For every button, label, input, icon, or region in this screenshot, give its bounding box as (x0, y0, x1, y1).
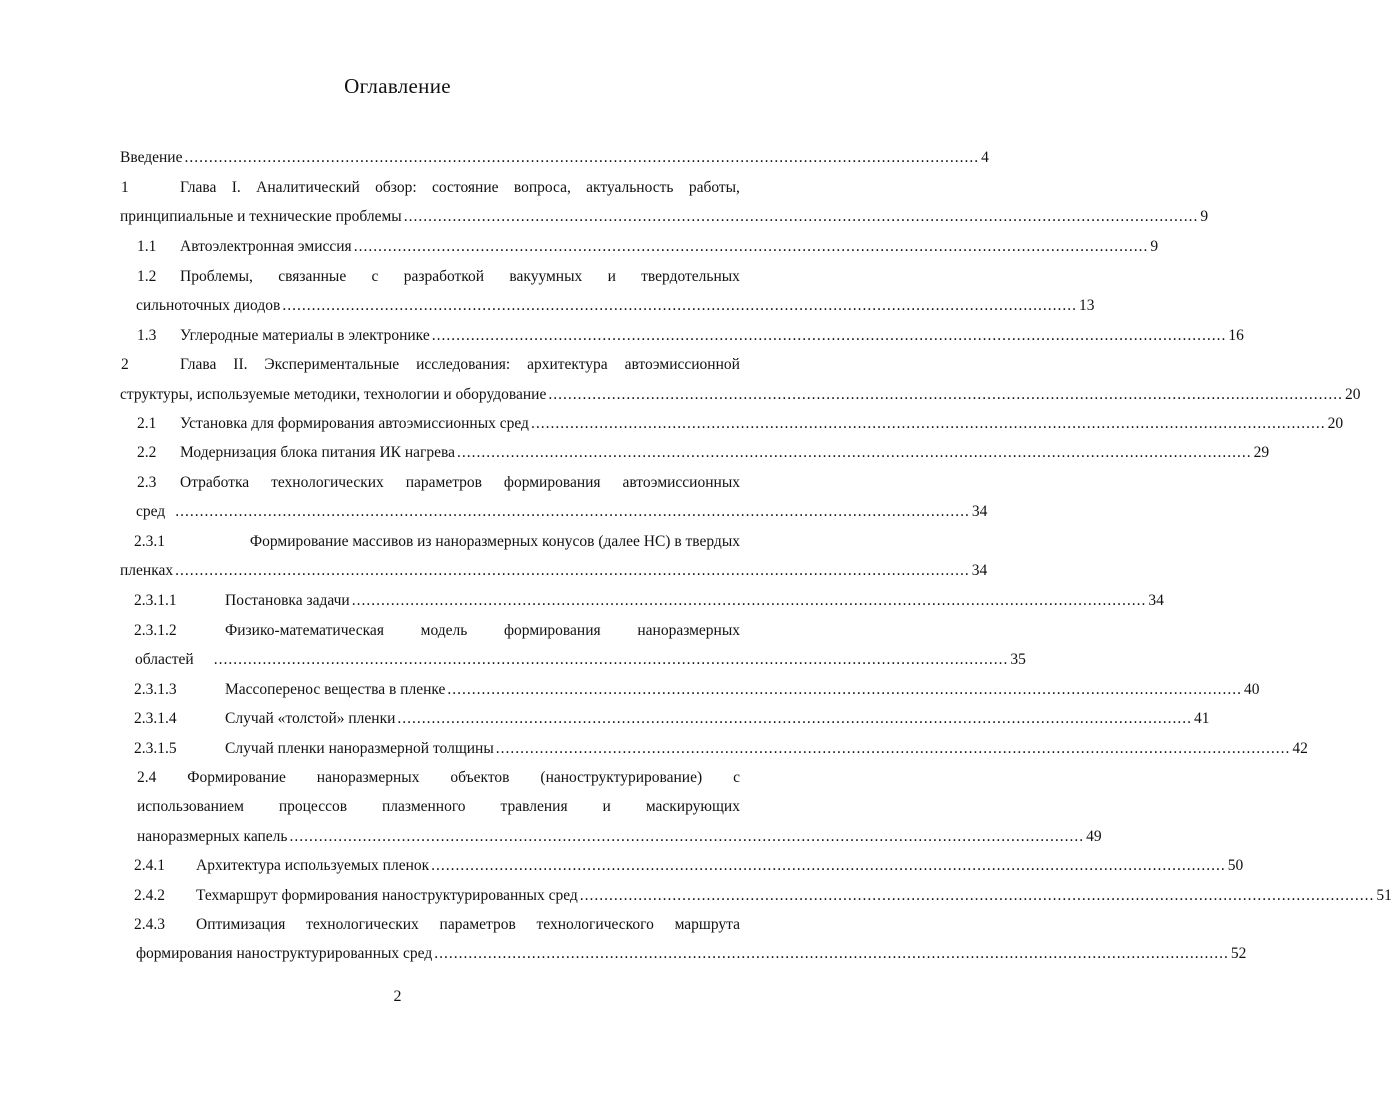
toc-entry-2-1[interactable] (180, 414, 1344, 434)
toc-entry-2-4[interactable] (137, 768, 740, 788)
toc-entry-text: сильноточных диодов (136, 297, 281, 314)
word: объектов (450, 769, 510, 786)
word: маскирующих (645, 798, 740, 815)
word: II. (233, 356, 248, 373)
toc-entry-intro[interactable] (120, 148, 989, 168)
toc-entry-2-3-cont[interactable] (136, 502, 988, 522)
toc-entry-text: формирования наноструктурированных сред (136, 945, 433, 962)
toc-number: 2.1 (137, 415, 157, 432)
toc-page-number: 51 (1376, 887, 1392, 904)
word: использованием (137, 798, 244, 815)
toc-page-number: 49 (1086, 828, 1102, 845)
toc-entry-2-3-1-2-cont[interactable] (135, 650, 1026, 670)
toc-entry-text: Углеродные материалы в электронике (180, 327, 430, 344)
toc-entry-text: Архитектура используемых пленок (196, 857, 430, 874)
word: состояние (431, 179, 499, 196)
word: с (371, 268, 379, 285)
word: автоэмиссионных (622, 474, 740, 491)
word: обзор: (375, 179, 417, 196)
toc-entry-2-3-1-4[interactable] (225, 709, 1210, 729)
toc-entry-chapter-2[interactable] (180, 355, 740, 375)
toc-number: 1 (121, 179, 129, 196)
dot-leader: ................................................................................................................................................................... (175, 503, 970, 520)
word: твердотельных (641, 268, 740, 285)
toc-entry-text: сред (136, 503, 166, 520)
toc-page-number: 50 (1227, 857, 1244, 874)
dot-leader: ................................................................................................................................................................... (457, 444, 1252, 461)
toc-page-number: 9 (1150, 238, 1159, 255)
toc-page-number: 42 (1292, 740, 1308, 757)
toc-entry-chapter-1-cont[interactable] (120, 207, 1209, 227)
toc-number: 2.4.3 (134, 916, 165, 933)
toc-number: 2.3.1.5 (134, 740, 177, 757)
word: формирования (503, 474, 601, 491)
toc-entry-chapter-1[interactable] (180, 178, 740, 198)
toc-number: 1.3 (137, 327, 157, 344)
toc-entry-2-2[interactable] (180, 443, 1270, 463)
word: вакуумных (509, 268, 583, 285)
toc-entry-1-2[interactable] (180, 267, 740, 287)
toc-entry-2-4-2[interactable] (196, 886, 1392, 906)
dot-leader: ................................................................................................................................................................... (548, 386, 1343, 403)
word: Аналитический (256, 179, 360, 196)
toc-number: 2.4 (137, 769, 157, 786)
dot-leader: ................................................................................................................................................................... (213, 651, 1009, 668)
word: актуальность (586, 179, 674, 196)
toc-page-number: 20 (1327, 415, 1344, 432)
dot-leader: ................................................................................................................................................................... (530, 415, 1326, 432)
toc-page-number: 34 (1148, 592, 1164, 609)
word: вопроса, (513, 179, 571, 196)
word: и (607, 268, 616, 285)
word: и (602, 798, 611, 815)
word: с (733, 769, 740, 786)
toc-number: 2.3.1.1 (134, 592, 177, 609)
toc-number: 2.3.1.3 (134, 681, 177, 698)
toc-page-number: 20 (1344, 386, 1361, 403)
word: технологических (306, 916, 419, 933)
toc-entry-text: наноразмерных капель (137, 828, 288, 845)
dot-leader: ................................................................................................................................................................... (351, 592, 1147, 609)
toc-number: 2.3 (137, 474, 157, 491)
word: (наноструктурирование) (540, 769, 703, 786)
toc-number: 2.3.1.2 (134, 622, 177, 639)
toc-entry-2-4-3-cont[interactable] (136, 944, 1247, 964)
word: параметров (439, 916, 516, 933)
toc-entry-text: Случай пленки наноразмерной толщины (225, 740, 494, 757)
word: Проблемы, (180, 268, 253, 285)
toc-number: 2.4.1 (134, 857, 165, 874)
toc-entry-text: Массоперенос вещества в пленке (225, 681, 446, 698)
word: технологических (271, 474, 384, 491)
toc-entry-2-3-1-cont[interactable] (120, 561, 988, 581)
word: Глава (180, 179, 217, 196)
word: Оптимизация (196, 916, 286, 933)
word: Экспериментальные (264, 356, 400, 373)
toc-entry-2-3-1-5[interactable] (225, 739, 1308, 759)
toc-number: 2.3.1 (134, 533, 165, 550)
toc-entry-2-4-1[interactable] (196, 856, 1244, 876)
toc-page-number: 4 (981, 149, 989, 166)
word: Физико-математическая (225, 622, 384, 639)
word: маршрута (674, 916, 740, 933)
toc-page-number: 34 (971, 503, 988, 520)
toc-entry-2-4-line2[interactable] (137, 797, 740, 817)
word: наноразмерных (316, 769, 420, 786)
page-number: 2 (393, 988, 402, 1005)
toc-entry-1-3[interactable] (180, 326, 1244, 346)
toc-number: 2.2 (137, 444, 157, 461)
toc-entry-text: областей (135, 651, 194, 668)
toc-entry-text: Введение (120, 149, 183, 166)
dot-leader: ................................................................................................................................................................... (579, 887, 1375, 904)
word: архитектура (527, 356, 608, 373)
toc-entry-2-3[interactable] (180, 473, 740, 493)
toc-entry-text: Техмаршрут формирования наноструктурированных сред (196, 887, 578, 904)
dot-leader: ................................................................................................................................................................... (175, 562, 970, 579)
toc-page-number: 16 (1228, 327, 1244, 344)
word: работы, (688, 179, 740, 196)
dot-leader: ................................................................................................................................................................... (434, 945, 1229, 962)
toc-entry-text: Установка для формирования автоэмиссионных сред (180, 415, 529, 432)
toc-entry-text: принципиальные и технические проблемы (120, 208, 402, 225)
word: I. (231, 179, 241, 196)
toc-entry-text: структуры, используемые методики, технологии и оборудование (120, 386, 547, 403)
word: связанные (278, 268, 347, 285)
toc-number: 2.3.1.4 (134, 710, 177, 727)
dot-leader: ................................................................................................................................................................... (447, 681, 1243, 698)
word: параметров (405, 474, 482, 491)
dot-leader: ................................................................................................................................................................... (397, 710, 1193, 727)
toc-entry-text: Постановка задачи (225, 592, 350, 609)
word: модель (420, 622, 468, 639)
toc-page-number: 13 (1078, 297, 1095, 314)
toc-entry-2-4-cont[interactable] (137, 827, 1102, 847)
toc-page-number: 40 (1244, 681, 1260, 698)
dot-leader: ................................................................................................................................................................... (431, 857, 1226, 874)
word: разработкой (403, 268, 485, 285)
word: автоэмиссионной (624, 356, 740, 373)
dot-leader: ................................................................................................................................................................... (353, 238, 1149, 255)
toc-page-number: 29 (1253, 444, 1270, 461)
dot-leader: ................................................................................................................................................................... (184, 149, 980, 166)
toc-number: 2.4.2 (134, 887, 165, 904)
word: Отработка (180, 474, 250, 491)
word: травления (500, 798, 568, 815)
toc-number: 2 (121, 356, 129, 373)
word: Глава (180, 356, 217, 373)
toc-number: 1.2 (137, 268, 157, 285)
dot-leader: ................................................................................................................................................................... (403, 208, 1199, 225)
toc-entry-text: Автоэлектронная эмиссия (180, 238, 352, 255)
toc-page-number: 34 (971, 562, 988, 579)
toc-entry-text: Формирование массивов из наноразмерных конусов (далее НС) в твердых (249, 533, 740, 550)
word: наноразмерных (637, 622, 740, 639)
page-title: Оглавление (344, 74, 451, 98)
dot-leader: ................................................................................................................................................................... (289, 828, 1085, 845)
toc-entry-1-2-cont[interactable] (136, 296, 1095, 316)
toc-entry-1-1[interactable] (180, 237, 1159, 257)
toc-entry-2-3-1[interactable] (196, 532, 740, 552)
toc-entry-chapter-2-cont[interactable] (120, 385, 1361, 405)
toc-number: 1.1 (137, 238, 157, 255)
toc-entry-2-3-1-2[interactable] (225, 621, 740, 641)
dot-leader: ................................................................................................................................................................... (431, 327, 1227, 344)
toc-page-number: 41 (1194, 710, 1210, 727)
dot-leader: ................................................................................................................................................................... (282, 297, 1077, 314)
dot-leader: ................................................................................................................................................................... (495, 740, 1291, 757)
toc-entry-text: Случай «толстой» пленки (225, 710, 396, 727)
word: процессов (278, 798, 348, 815)
toc-page-number: 35 (1010, 651, 1026, 668)
toc-entry-2-3-1-3[interactable] (225, 680, 1260, 700)
toc-entry-text: Модернизация блока питания ИК нагрева (180, 444, 456, 461)
word: технологического (536, 916, 654, 933)
toc-entry-2-4-3[interactable] (196, 915, 740, 935)
toc-entry-text: пленках (120, 562, 174, 579)
toc-entry-2-3-1-1[interactable] (225, 591, 1164, 611)
toc-page-number: 9 (1200, 208, 1209, 225)
word: формирования (504, 622, 601, 639)
word: Формирование (187, 769, 286, 786)
toc-page-number: 52 (1230, 945, 1247, 962)
word: плазменного (382, 798, 466, 815)
word: исследования: (416, 356, 511, 373)
